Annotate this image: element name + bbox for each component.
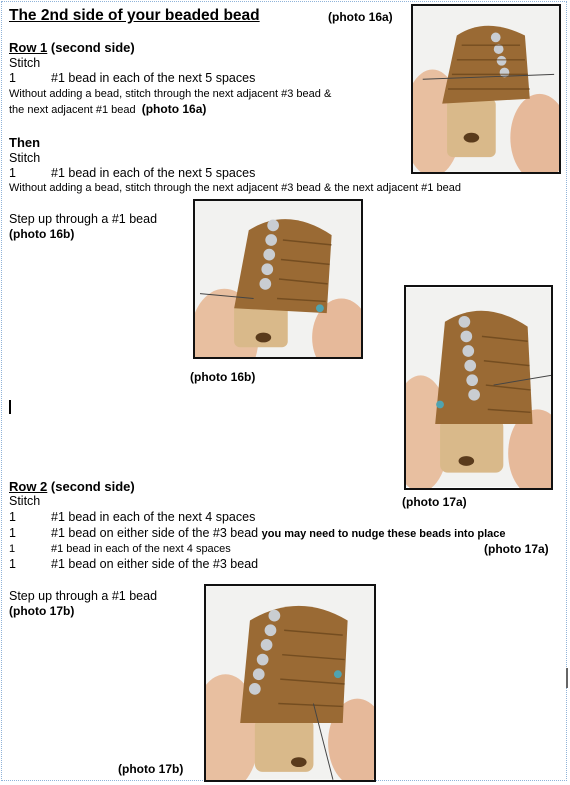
text-cursor <box>9 400 11 414</box>
row-1-instruction-3: the next adjacent #1 bead (photo 16a) <box>9 102 207 116</box>
step-up-1-text: Step up through a #1 bead <box>9 212 158 226</box>
row-2-instruction-2: 1 #1 bead on either side of the #3 bead you may need to nudge these beads into place <box>9 526 506 540</box>
photo-17b-caption: (photo 17b) <box>118 762 184 776</box>
photo-16a-image <box>413 6 559 172</box>
photo-17a-reference: (photo 17a) <box>484 542 549 556</box>
step-up-2-text: Step up through a #1 bead <box>9 589 158 603</box>
then-instruction-2: Without adding a bead, stitch through the next adjacent #3 bead & the next adjacent #1 bead <box>9 182 461 194</box>
row-2-instruction-1: 1 #1 bead in each of the next 4 spaces <box>9 510 256 524</box>
row-2-instruction-3: 1 #1 bead in each of the next 4 spaces <box>9 543 231 555</box>
row-1-stitch-label: Stitch <box>9 56 41 70</box>
step-up-1-photo-ref: (photo 16b) <box>9 227 75 241</box>
row-2-instruction-4: 1 #1 bead on either side of the #3 bead <box>9 557 259 571</box>
then-heading: Then <box>9 135 41 150</box>
then-stitch-label: Stitch <box>9 151 41 165</box>
row-1-heading: Row 1 (second side) <box>9 40 135 55</box>
page-title: The 2nd side of your beaded bead <box>9 7 260 24</box>
photo-16b-caption: (photo 16b) <box>190 370 256 384</box>
row-2-stitch-label: Stitch <box>9 494 41 508</box>
photo-16a-caption: (photo 16a) <box>328 10 393 24</box>
photo-16b <box>193 199 363 359</box>
row-1-instruction-1: 1 #1 bead in each of the next 5 spaces <box>9 71 256 85</box>
photo-17b <box>204 584 376 782</box>
row-1-instruction-2: Without adding a bead, stitch through the next adjacent #3 bead & <box>9 88 332 100</box>
photo-17a-image <box>406 287 551 488</box>
step-up-2-photo-ref: (photo 17b) <box>9 604 75 618</box>
photo-16a <box>411 4 561 174</box>
document-page <box>1 1 567 781</box>
photo-16b-image <box>195 201 361 357</box>
photo-17b-image <box>206 586 374 780</box>
photo-17a <box>404 285 553 490</box>
row-2-heading: Row 2 (second side) <box>9 479 135 494</box>
then-instruction-1: 1 #1 bead in each of the next 5 spaces <box>9 166 256 180</box>
page-edge-marker <box>566 668 568 688</box>
photo-17a-caption: (photo 17a) <box>402 495 467 509</box>
